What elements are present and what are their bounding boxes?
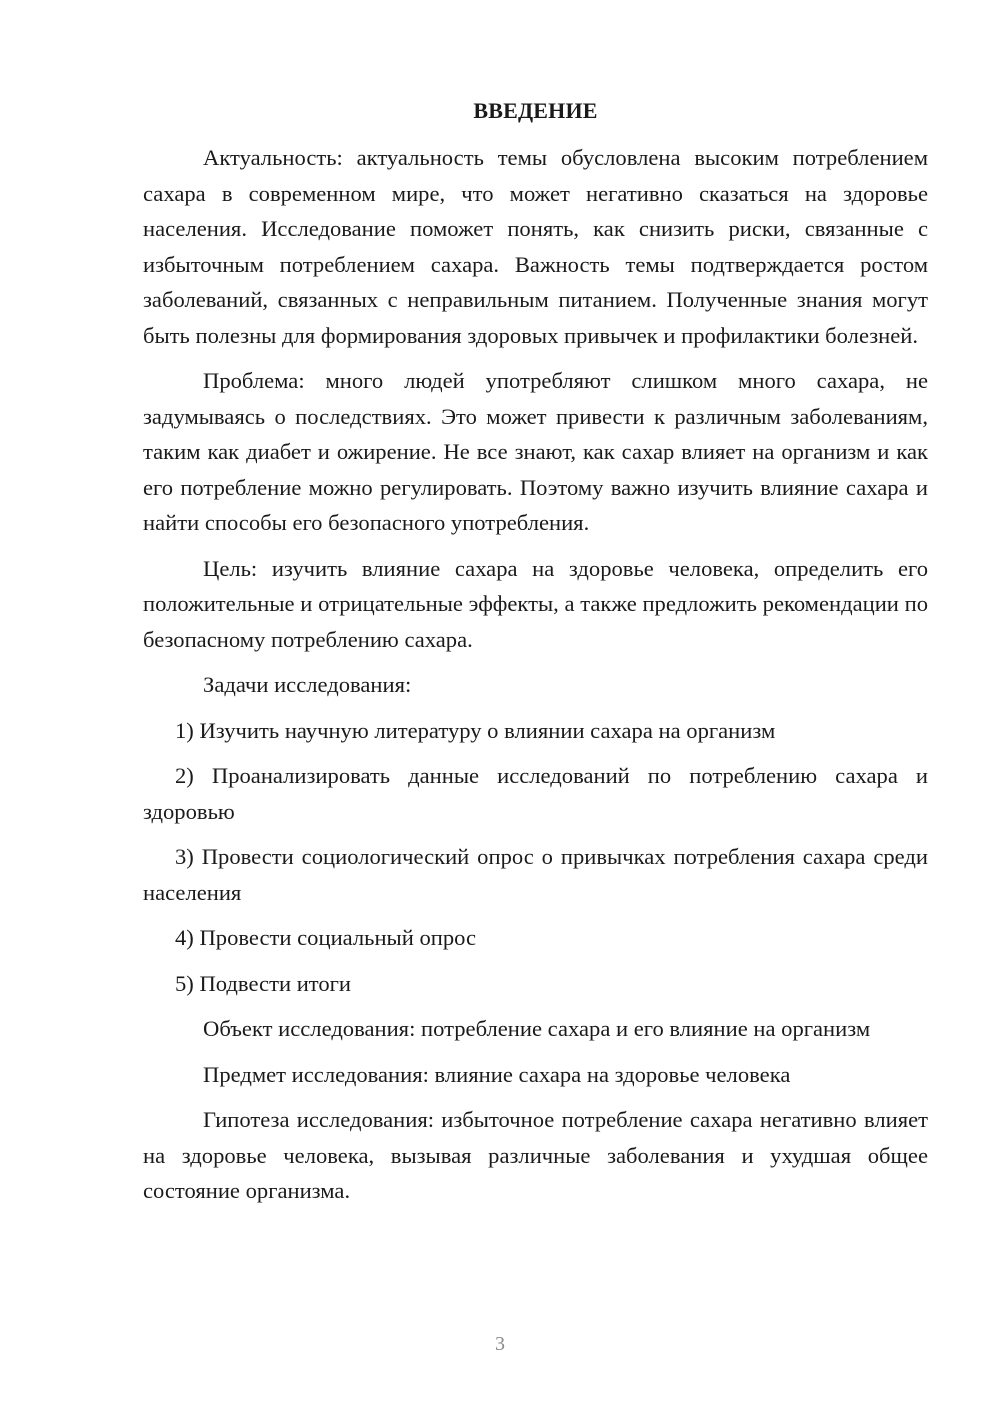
subject-paragraph: Предмет исследования: влияние сахара на здоровье человека xyxy=(203,1061,791,1087)
tasks-title: Задачи исследования: xyxy=(203,672,412,697)
section-heading: ВВЕДЕНИЕ xyxy=(473,98,598,123)
tasks-list xyxy=(143,713,928,1002)
problem-paragraph: Проблема: много людей употребляют слишком много сахара, не задумываясь о последствиях. Это может привести к различным заболеваниям, таким как диабет и ожирение. Не все знают, как сахар влияет на организм и как его потребление можно регулировать. Поэтому важно изучить влияние сахара и найти способы его безопасного употребления. xyxy=(143,368,928,535)
hypothesis-paragraph: Гипотеза исследования: избыточное потребление сахара негативно влияет на здоровье человека, вызывая различные заболевания и ухудшая общее состояние организма. xyxy=(143,1107,928,1203)
relevance-paragraph: Актуальность: актуальность темы обусловлена высоким потреблением сахара в современном мире, что может негативно сказаться на здоровье населения. Исследование поможет понять, как снизить риски, связанные с избыточным потреблением сахара. Важность темы подтверждается ростом заболеваний, связанных с неправильным питанием. Полученные знания могут быть полезны для формирования здоровых привычек и профилактики болезней. xyxy=(143,145,928,348)
object-paragraph: Объект исследования: потребление сахара и его влияние на организм xyxy=(203,1016,871,1041)
list-item: 5) Подвести итоги xyxy=(175,970,352,996)
list-item: 2) Проанализировать данные исследований по потреблению сахара и здоровью xyxy=(143,763,928,824)
page-content xyxy=(143,96,928,1219)
list-item: 4) Провести социальный опрос xyxy=(175,925,477,950)
list-item: 1) Изучить научную литературу о влиянии сахара на организм xyxy=(175,717,776,743)
goal-paragraph: Цель: изучить влияние сахара на здоровье человека, определить его положительные и отрицательные эффекты, а также предложить рекомендации по безопасному потреблению сахара. xyxy=(143,555,928,652)
page-number: 3 xyxy=(495,1333,505,1355)
list-item: 3) Провести социологический опрос о привычках потребления сахара среди населения xyxy=(143,844,928,905)
